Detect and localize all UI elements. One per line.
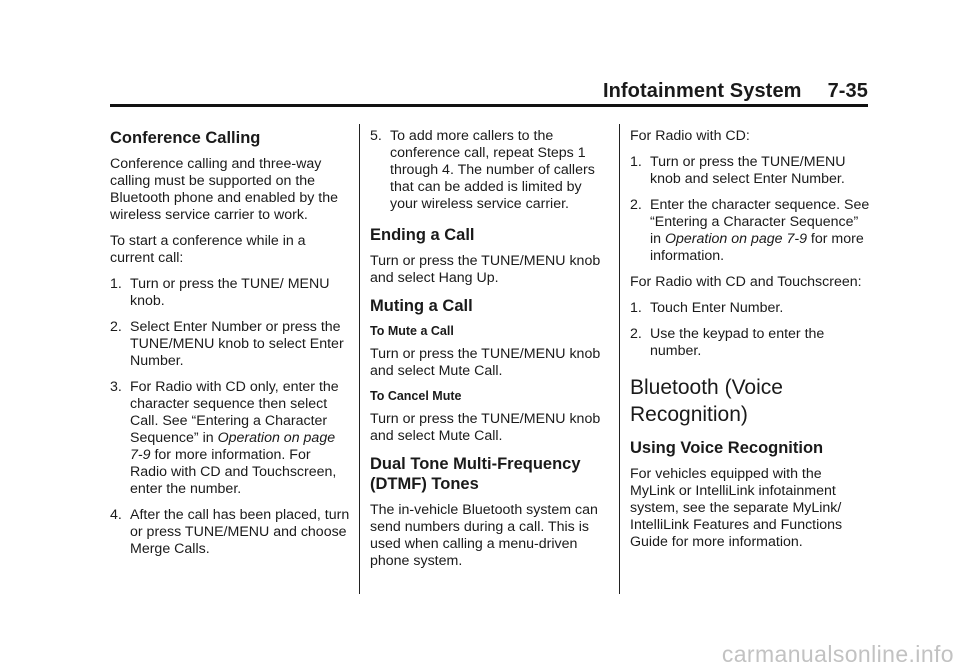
cancel-mute-text: Turn or press the TUNE/MENU knob and select Mute Call. — [370, 411, 601, 444]
list-item: 2. Select Enter Number or press the TUNE/MENU knob to select Enter Number. — [110, 319, 344, 369]
header-section-title: Infotainment System — [602, 80, 802, 102]
header-rule — [110, 104, 868, 107]
column-1 — [110, 124, 350, 567]
conference-lead: To start a conference while in a current call: — [110, 233, 306, 266]
column-3 — [630, 124, 870, 560]
voice-recognition-text: For vehicles equipped with the MyLink or IntelliLink infotainment system, see the separate MyLink/ IntelliLink Features and Functions Guide for more information. — [630, 466, 843, 550]
cross-reference-link[interactable]: Operation on page 7-9 — [664, 231, 807, 247]
subheading-mute-call: To Mute a Call — [370, 324, 454, 338]
list-item: 1. Turn or press the TUNE/ MENU knob. — [110, 276, 330, 309]
cross-reference-link[interactable]: Operation on page 7-9 — [130, 430, 336, 463]
ending-text: Turn or press the TUNE/MENU knob and select Hang Up. — [370, 253, 601, 286]
mute-text: Turn or press the TUNE/MENU knob and select Mute Call. — [370, 346, 601, 379]
list-item: 2. Use the keypad to enter the number. — [630, 326, 825, 359]
list-item: 4. After the call has been placed, turn or press TUNE/MENU and choose Merge Calls. — [110, 507, 350, 557]
watermark: carmanualsonline.info — [721, 641, 954, 667]
column-divider — [619, 124, 620, 594]
heading-using-voice-recognition: Using Voice Recognition — [630, 439, 824, 457]
heading-conference-calling: Conference Calling — [110, 129, 261, 147]
page-header — [603, 80, 868, 103]
heading-bluetooth-voice-recognition: Bluetooth (Voice Recognition) — [630, 376, 783, 426]
subheading-cancel-mute: To Cancel Mute — [370, 389, 462, 403]
list-item: 1. Touch Enter Number. — [630, 300, 784, 316]
radio-cd-label: For Radio with CD: — [630, 128, 750, 144]
dtmf-text: The in-vehicle Bluetooth system can send numbers during a call. This is used when calling a menu-driven phone system. — [370, 502, 598, 569]
list-item: 1. Turn or press the TUNE/MENU knob and select Enter Number. — [630, 154, 846, 187]
column-divider — [359, 124, 360, 594]
heading-dtmf-tones: Dual Tone Multi-Frequency (DTMF) Tones — [370, 455, 581, 493]
list-item: 2. Enter the character sequence. See “Entering a Character Sequence” in Operation on page 7-9 for more information. — [630, 197, 870, 264]
column-2 — [370, 124, 606, 579]
conference-intro: Conference calling and three-way calling must be supported on the Bluetooth phone and enabled by the wireless service carrier to work. — [110, 156, 338, 223]
heading-ending-call: Ending a Call — [370, 226, 475, 244]
list-item: 3. For Radio with CD only, enter the character sequence then select Call. See “Entering a Character Sequence” in Operation on page 7-9 for more information. For Radio with CD and Touchscreen, enter the number. — [110, 379, 339, 497]
radio-touchscreen-label: For Radio with CD and Touchscreen: — [630, 274, 862, 290]
heading-muting-call: Muting a Call — [370, 297, 473, 315]
header-page-number: 7-35 — [827, 80, 868, 102]
list-item: 5. To add more callers to the conference call, repeat Steps 1 through 4. The number of callers that can be added is limited by your wireless service carrier. — [370, 128, 595, 212]
